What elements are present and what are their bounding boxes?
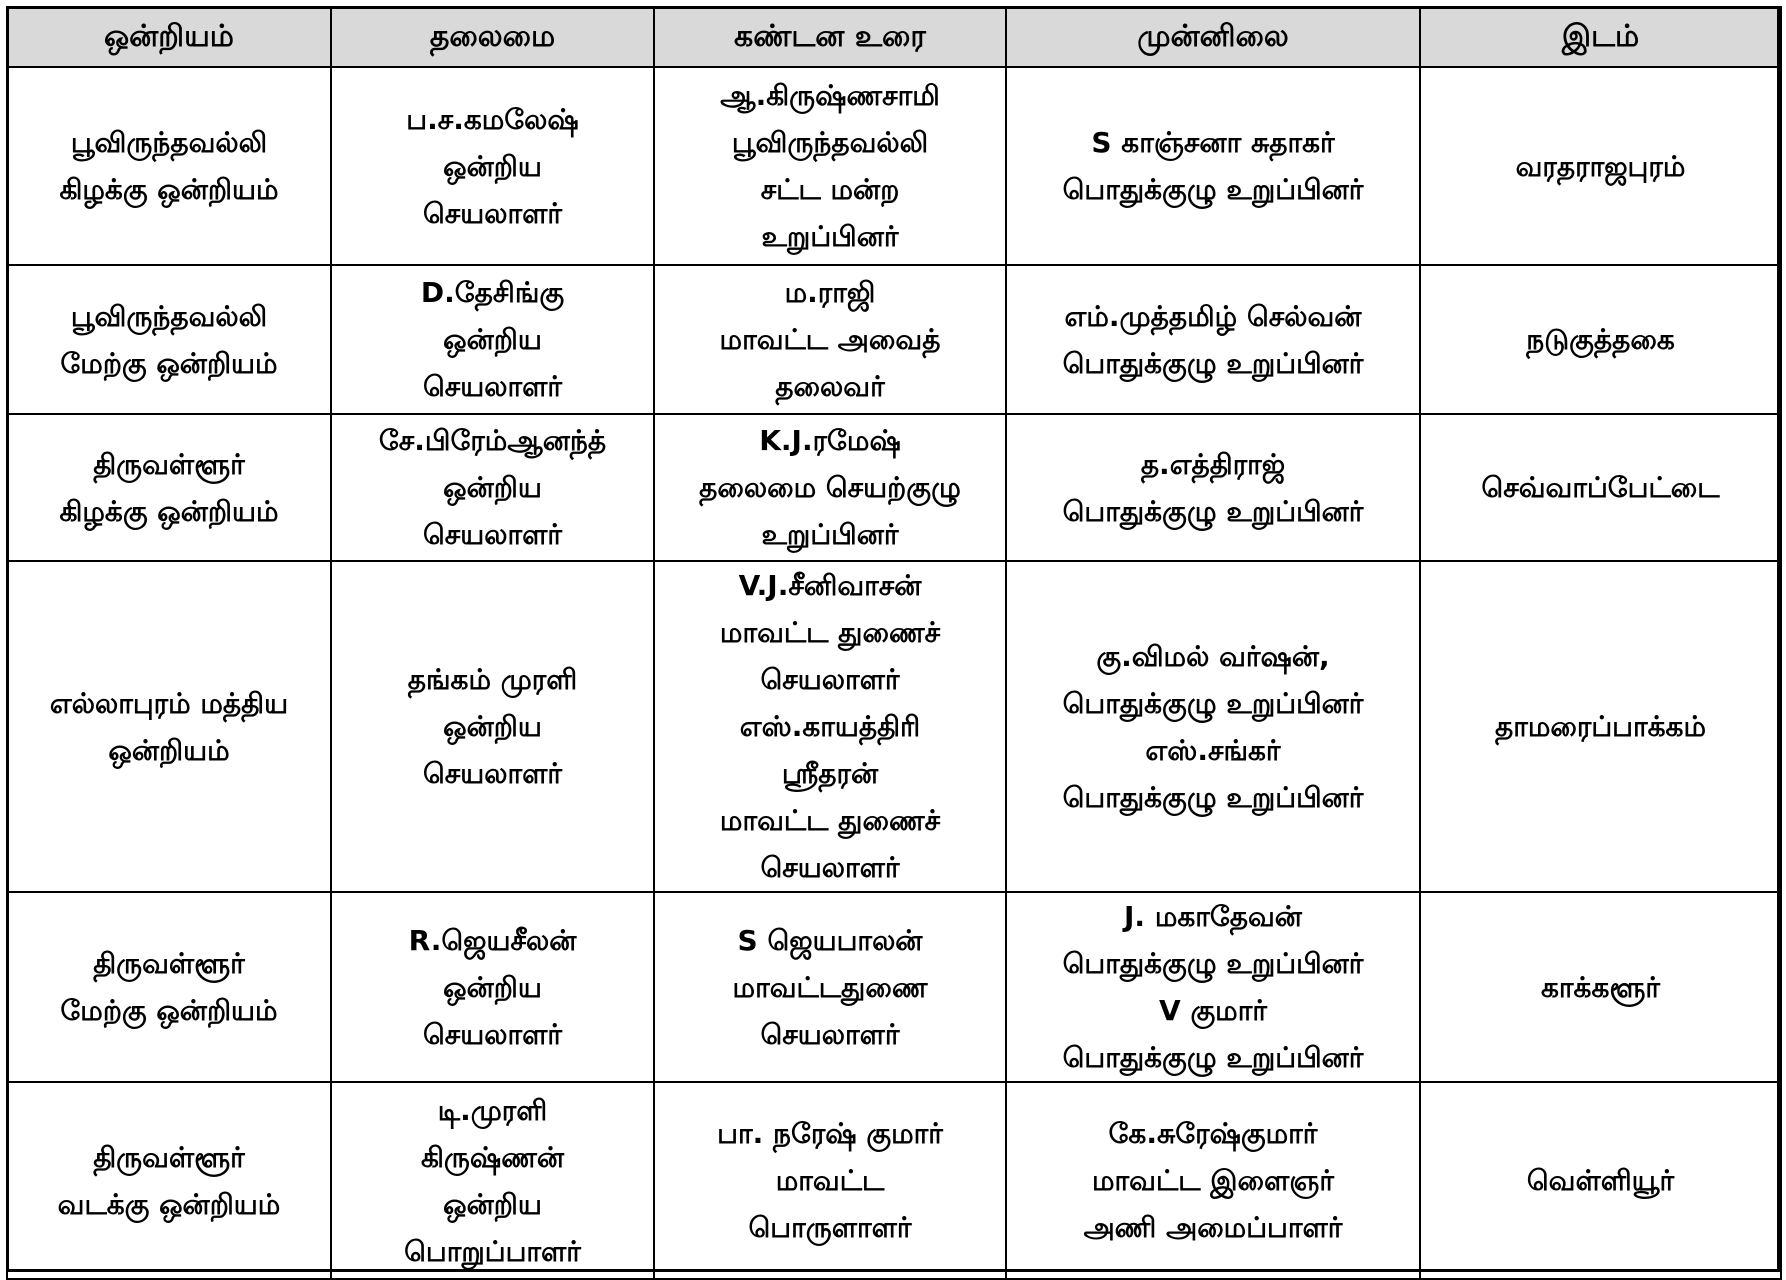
cell-line: V.J.சீனிவாசன் [738,569,922,602]
cell-line: செயலாளர் [422,757,563,790]
cell-line: S ஜெயபாலன் [737,923,923,957]
presiding-cell [331,414,654,561]
union-cell [7,1082,331,1279]
cell-line: ஒன்றிய [443,149,542,183]
cell-line: எல்லாபுரம் மத்திய [49,686,289,720]
table-row [7,265,1781,414]
cell-line: மாவட்ட துணைச் [719,616,941,649]
cell-line: மாவட்ட அவைத் [719,323,941,356]
union-cell [7,892,331,1082]
venue-cell [1420,414,1781,561]
cell-line: V குமார் [1159,994,1267,1027]
cell-line: ஒன்றிய [443,471,542,504]
cell-line: தாமரைப்பாக்கம் [1494,710,1706,743]
cell-line: பொதுக்குழு உறுப்பினர் [1062,686,1364,720]
cell-line: கே.சுரேஷ்குமார் [1108,1117,1318,1150]
cell-line: J. மகாதேவன் [1124,900,1302,933]
cell-line: உறுப்பினர் [761,220,899,253]
protest-speech-cell [654,414,1006,561]
presence-cell [1006,67,1420,265]
header-protest-speech: கண்டன உரை [654,7,1006,67]
cell-line: மாவட்ட [775,1164,885,1197]
cell-line: ப.ச.கமலேஷ் [406,102,579,136]
cell-line: த.எத்திராஜ் [1140,447,1286,481]
cell-line: எம்.முத்தமிழ் செல்வன் [1064,299,1362,333]
cell-line: செயலாளர் [422,1017,563,1051]
cell-line: ஒன்றிய [443,970,542,1004]
cell-line: மேற்கு ஒன்றியம் [60,994,278,1027]
presiding-cell [331,67,654,265]
cell-line: உறுப்பினர் [761,518,899,551]
cell-line: பொதுக்குழு உறுப்பினர் [1062,494,1364,528]
cell-line: செயலாளர் [422,370,563,403]
table-row [7,892,1781,1082]
presiding-cell [331,892,654,1082]
cell-line: பூவிருந்தவல்லி [70,126,268,159]
cell-line: பொதுக்குழு உறுப்பினர் [1062,780,1364,814]
protest-speech-cell [654,265,1006,414]
presiding-cell [331,265,654,414]
cell-line: ஒன்றிய [443,323,542,356]
cell-line: ஸ்ரீதரன் [781,757,879,790]
presiding-cell [331,1082,654,1279]
meeting-schedule-table [6,6,1782,1280]
cell-line: செயலாளர் [422,518,563,551]
venue-cell [1420,67,1781,265]
cell-line: தங்கம் முரளி [407,663,578,696]
presence-cell [1006,561,1420,892]
cell-line: மாவட்ட துணைச் [719,804,941,837]
header-venue: இடம் [1420,7,1781,67]
cell-line: மாவட்ட இளைஞர் [1092,1164,1334,1197]
cell-line: பொதுக்குழு உறுப்பினர் [1062,346,1364,380]
protest-speech-cell [654,67,1006,265]
cell-line: கு.விமல் வர்ஷன், [1096,639,1330,673]
cell-line: எஸ்.சங்கர் [1145,733,1281,767]
cell-line: K.J.ரமேஷ் [759,424,901,457]
header-presence: முன்னிலை [1006,7,1420,67]
header-presiding: தலைமை [331,7,654,67]
cell-line: காக்களூர் [1541,970,1660,1004]
cell-line: S காஞ்சனா சுதாகர் [1091,126,1335,159]
cell-line: செயலாளர் [422,196,563,230]
cell-line: ம.ராஜி [784,276,876,309]
cell-line: பொருளாளர் [748,1211,912,1244]
cell-line: ஒன்றிய [443,1187,542,1221]
header-row [7,7,1781,67]
cell-line: பொறுப்பாளர் [404,1234,581,1268]
cell-line: செயலாளர் [760,663,900,696]
cell-line: தலைமை செயற்குழு [699,471,961,504]
cell-line: செயலாளர் [760,1017,900,1051]
cell-line: பொதுக்குழு உறுப்பினர் [1062,947,1364,980]
cell-line: கிழக்கு ஒன்றியம் [59,173,279,206]
protest-speech-cell [654,892,1006,1082]
cell-line: எஸ்.காயத்திரி [739,710,921,743]
cell-line: வரதராஜபுரம் [1515,149,1686,183]
cell-line: திருவள்ளூர் [93,447,245,481]
cell-line: செயலாளர் [760,851,900,884]
cell-line: ஒன்றியம் [108,733,230,767]
venue-cell [1420,265,1781,414]
table-row [7,67,1781,265]
cell-line: நடுகுத்தகை [1526,323,1675,356]
venue-cell [1420,1082,1781,1279]
cell-line: டி.முரளி [437,1093,548,1127]
presence-cell [1006,265,1420,414]
cell-line: பூவிருந்தவல்லி [731,126,929,159]
venue-cell [1420,892,1781,1082]
cell-line: R.ஜெயசீலன் [408,923,577,957]
table-row [7,1082,1781,1279]
cell-line: மாவட்டதுணை [732,970,928,1004]
venue-cell [1420,561,1781,892]
cell-line: வெள்ளியூர் [1526,1164,1675,1197]
cell-line: பொதுக்குழு உறுப்பினர் [1062,1041,1364,1074]
cell-line: மேற்கு ஒன்றியம் [60,346,278,380]
cell-line: செவ்வாப்பேட்டை [1481,471,1720,504]
cell-line: திருவள்ளூர் [93,947,245,980]
cell-line: ஒன்றிய [443,710,542,743]
cell-line: சட்ட மன்ற [760,173,900,206]
table-row [7,561,1781,892]
cell-line: ஆ.கிருஷ்ணசாமி [720,79,940,112]
presiding-cell [331,561,654,892]
protest-speech-cell [654,561,1006,892]
cell-line: தலைவர் [775,370,885,403]
table-row [7,414,1781,561]
union-cell [7,561,331,892]
cell-line: பா. நரேஷ் குமார் [717,1117,943,1150]
protest-speech-cell [654,1082,1006,1279]
cell-line: பொதுக்குழு உறுப்பினர் [1062,173,1364,206]
cell-line: வடக்கு ஒன்றியம் [57,1187,281,1221]
union-cell [7,414,331,561]
union-cell [7,265,331,414]
presence-cell [1006,1082,1420,1279]
cell-line: சே.பிரேம்ஆனந்த் [378,424,607,457]
cell-line: கிருஷ்ணன் [420,1140,564,1174]
cell-line: பூவிருந்தவல்லி [70,299,268,333]
cell-line: D.தேசிங்கு [420,276,565,309]
presence-cell [1006,892,1420,1082]
cell-line: அணி அமைப்பாளர் [1083,1211,1343,1244]
header-union: ஒன்றியம் [7,7,331,67]
presence-cell [1006,414,1420,561]
cell-line: திருவள்ளூர் [93,1140,245,1174]
cell-line: கிழக்கு ஒன்றியம் [59,494,279,528]
union-cell [7,67,331,265]
